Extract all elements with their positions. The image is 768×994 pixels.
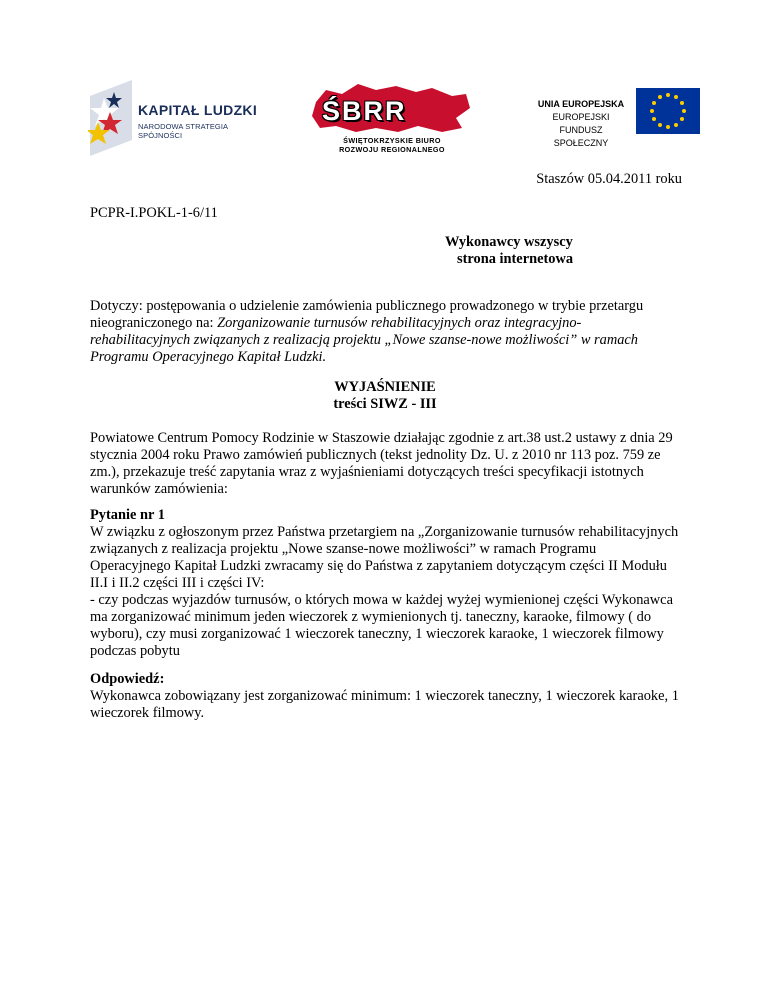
subject-paragraph	[90, 298, 680, 366]
reference-number: PCPR-I.POKL-1-6/11	[90, 205, 218, 221]
question-text	[90, 524, 680, 660]
question-label: Pytanie nr 1	[90, 507, 165, 523]
intro-paragraph: Powiatowe Centrum Pomocy Rodzinie w Staszowie działając zgodnie z art.38 ust.2 ustawy z dnia 29 stycznia 2004 roku Prawo zamówień publicznych (tekst jednolity Dz. U. z 2010 nr 113 poz. 759 ze zm.), przekazuje treść zapytania wraz z wyjaśnieniami dotyczących treści specyfikacji istotnych warunków zamówienia:	[90, 430, 673, 497]
kapital-ludzki-emblem-icon	[88, 78, 134, 158]
answer-label: Odpowiedź:	[90, 671, 165, 687]
kapital-ludzki-logo	[88, 72, 258, 164]
sbrr-line-1: ŚWIĘTOKRZYSKIE BIURO	[343, 136, 441, 145]
eu-logo-text	[532, 98, 630, 150]
subject-italic: Zorganizowanie turnusów rehabilitacyjnych oraz integracyjno-rehabilitacyjnych związanych z realizacją projektu „Nowe szanse-nowe możliwości” w ramach Programu Operacyjnego Kapitał Ludzki.	[90, 315, 639, 365]
eu-line-2: EUROPEJSKI	[552, 112, 610, 122]
eu-stars-icon	[636, 88, 700, 134]
eu-flag-icon	[636, 88, 700, 134]
recipient-line-1: Wykonawcy wszyscy	[445, 234, 573, 250]
kapital-ludzki-subtitle: NARODOWA STRATEGIA SPÓJNOŚCI	[138, 122, 228, 140]
heading-subtitle: treści SIWZ - III	[333, 396, 437, 412]
kapital-ludzki-title: KAPITAŁ LUDZKI	[138, 102, 258, 118]
answer-text: Wykonawca zobowiązany jest zorganizować minimum: 1 wieczorek taneczny, 1 wieczorek karaoke, 1 wieczorek filmowy.	[90, 688, 679, 721]
eu-line-1: UNIA EUROPEJSKA	[537, 99, 625, 109]
sbrr-logo	[306, 82, 478, 158]
eu-line-3: FUNDUSZ SPOŁECZNY	[553, 125, 609, 148]
eu-efs-logo	[528, 76, 703, 160]
question-line-1: W związku z ogłoszonym przez Państwa przetargiem na „Zorganizowanie turnusów rehabilitacyjnych związanych z realizacja projektu „Nowe szanse-nowe możliwości” w ramach Programu Operacyjnego Kapitał Ludzki zwracamy się do Państwa z zapytaniem dotyczącym części II Modułu II.I i II.2 części III i części IV:	[90, 524, 679, 591]
recipient-line-2: strona internetowa	[457, 251, 574, 267]
document-date: Staszów 05.04.2011 roku	[536, 171, 682, 187]
question-line-2: - czy podczas wyjazdów turnusów, o których mowa w każdej wyżej wymienionej części Wykonawca ma zorganizować minimum jeden wieczorek z wymienionych tj. taneczny, karaoke, filmowy ( do wyboru), czy musi zorganizować 1 wieczorek taneczny, 1 wieczorek karaoke, 1 wieczorek filmowy podczas pobytu	[90, 592, 673, 659]
sbrr-line-2: ROZWOJU REGIONALNEGO	[339, 145, 445, 154]
subject-prefix: Dotyczy: postępowania o udzielenie zamówienia publicznego prowadzonego w trybie przetargu nieograniczonego na:	[90, 298, 644, 331]
sbrr-acronym: ŚBRR	[322, 96, 407, 126]
heading-title: WYJAŚNIENIE	[334, 379, 436, 395]
